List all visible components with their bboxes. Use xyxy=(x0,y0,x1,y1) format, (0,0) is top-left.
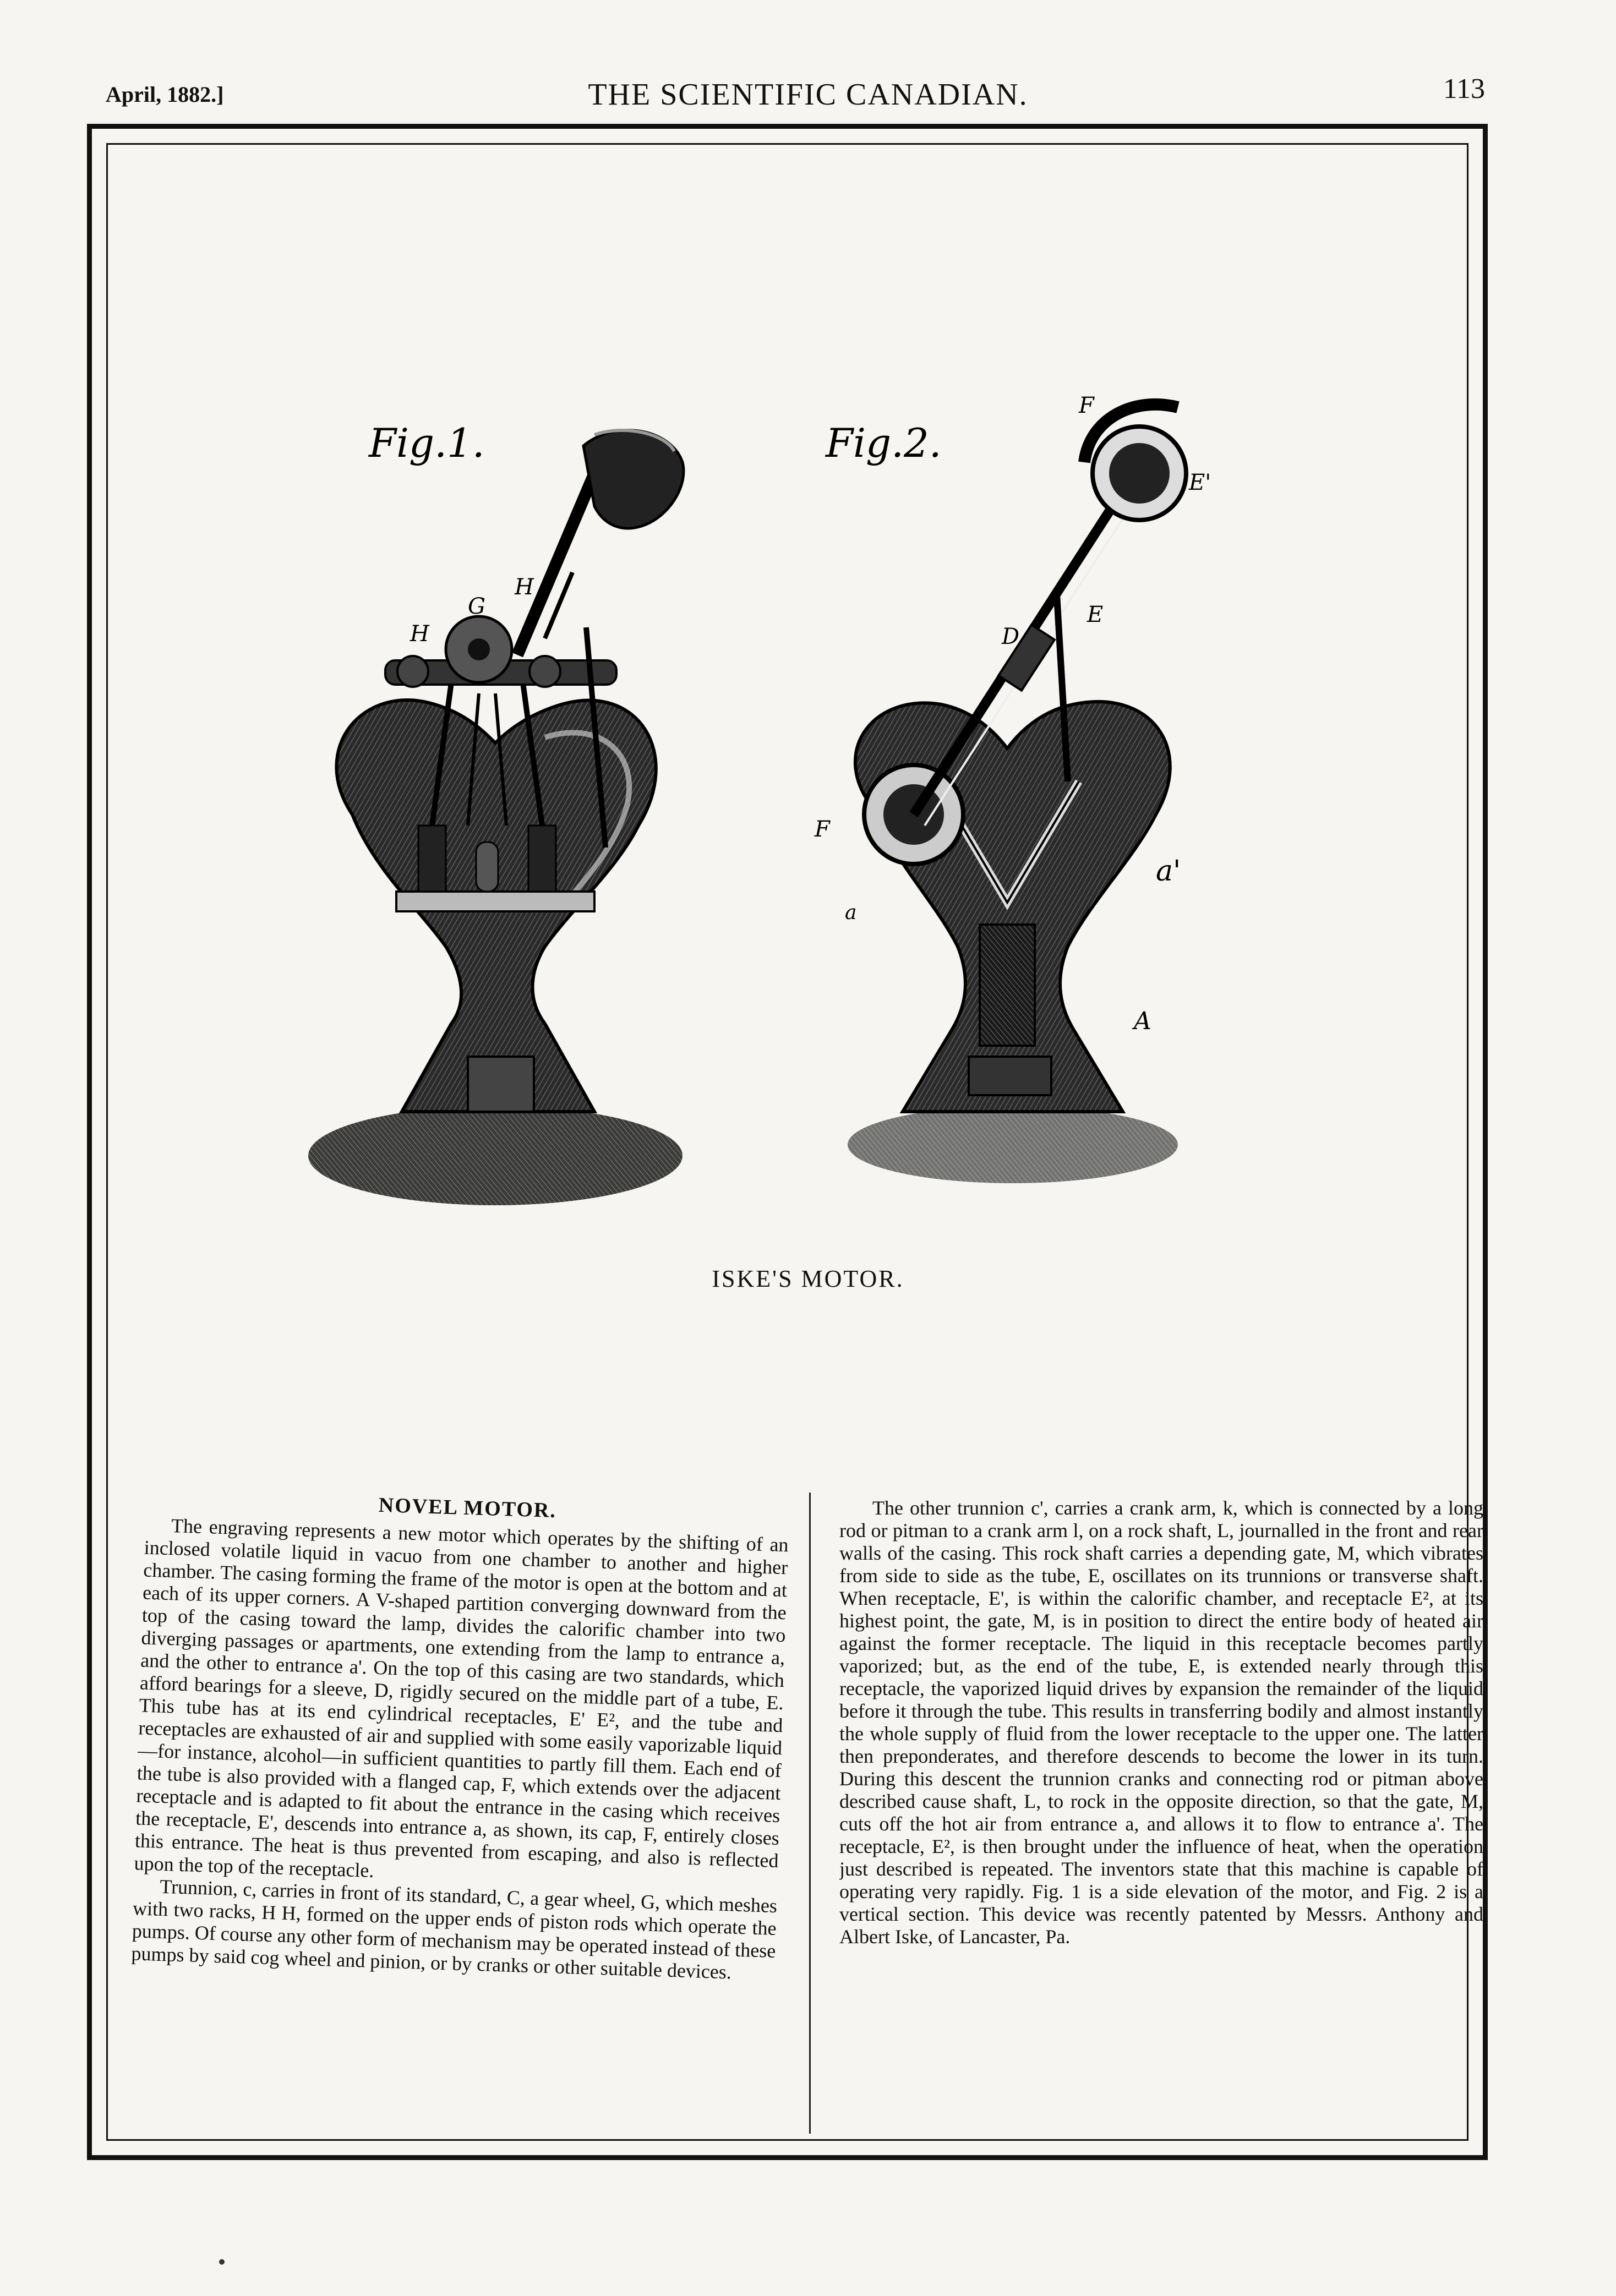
fig2-label-d: D xyxy=(1002,624,1020,649)
article-paragraph-3: The other trunnion c', carries a crank arm, k, which is connected by a long rod or pitman to a crank arm l, on a rock shaft, L, journalled in the front and rear walls of the casing. This rock shaft carries a depending gate, M, which vibrates from side to side as the tube, E, oscillates on its trunnions or transverse shaft. When receptacle, E', is within the calorific chamber, and receptacle E², at its highest point, the gate, M, is in position to direct the entire body of heated air against the former receptacle. The liquid in this receptacle becomes partly vaporized; but, as the end of the tube, E, is extended nearly through this receptacle, the vaporized liquid drives by expansion the remainder of the liquid before it through the tube. This results in transferring bodily and almost instantly the whole supply of fluid from the lower receptacle to the upper one. The latter then preponderates, and therefore descends to become the lower in its turn. During this descent the trunnion cranks and connecting rod or pitman above described cause shaft, L, to rock in the opposite direction, so that the gate, M, cuts off the hot air from entrance a, and allows it to flow to entrance a'. The receptacle, E², is then brought under the influence of heat, when the operation just described is repeated. The inventors state that this machine is capable of operating very rapidly. Fig. 1 is a side elevation of the motor, and Fig. 2 is a vertical section. This device was recently patented by Messrs. Anthony and Albert Iske, of Lancaster, Pa. xyxy=(839,1497,1483,1948)
figure-caption: ISKE'S MOTOR. xyxy=(712,1265,904,1292)
article-column-left xyxy=(127,1487,790,2129)
fig2-label-e: E xyxy=(1087,602,1104,627)
fig2-label: Fig.2. xyxy=(826,420,942,466)
article-title: NOVEL MOTOR. xyxy=(378,1493,557,1523)
article-paragraph-1: The engraving represents a new motor which operates by the shifting of an inclosed volatile liquid in vacuo from one chamber to another and higher chamber. The casing forming the frame of the motor is open at the bottom and at each of its upper corners. A V-shaped partition converging downward from the top of the casing toward the lamp, divides the calorific chamber into two diverging passages or apartments, one extending from the lamp to entrance a, and the other to entrance a'. On the top of this casing are two standards, which afford bearings for a sleeve, D, rigidly secured on the middle part of a tube, E. This tube has at its end cylindrical receptacles, E' E², and the tube and receptacles are exhausted of air and supplied with some easily vaporizable liquid—for instance, alcohol—in sufficient quantities to partly fill them. Each end of the tube is also provided with a flanged cap, F, which extends over the adjacent receptacle and is adapted to fit about the entrance in the casing which receives the receptacle, E', descends into entrance a, as shown, its cap, F, entirely closes this entrance. The heat is thus prevented from escaping, and also is reflected upon the top of the receptacle. xyxy=(134,1515,789,1882)
fig1-label-h-right: H xyxy=(515,575,534,600)
ink-speck xyxy=(219,2259,225,2265)
motor-engraving xyxy=(286,396,1310,1255)
article-paragraph-2: Trunnion, c, carries in front of its standard, C, a gear wheel, G, which meshes with two racks, H H, formed on the upper ends of piston rods which operate the pumps. Of course any other form of mechanism may be operated instead of these pumps by said cog wheel and pinion, or by cranks or other suitable devices. xyxy=(131,1875,778,1983)
fig1-label-g: G xyxy=(468,594,485,619)
issue-date: April, 1882.] xyxy=(106,82,224,107)
fig1-drawing xyxy=(308,420,684,1205)
publication-title: THE SCIENTIFIC CANADIAN. xyxy=(588,78,1028,112)
fig2-label-f-left: F xyxy=(815,817,830,842)
fig1-label: Fig.1. xyxy=(369,420,485,466)
engraving-svg xyxy=(286,396,1310,1255)
fig2-label-f-top: F xyxy=(1079,396,1094,418)
fig2-label-e-prime: E' xyxy=(1189,470,1211,495)
page-number: 113 xyxy=(1443,73,1485,105)
fig2-label-a-prime: a' xyxy=(1156,855,1181,888)
fig2-label-a-cap: A xyxy=(1134,1007,1151,1035)
fig2-drawing xyxy=(814,396,1211,1183)
running-head xyxy=(0,65,1616,114)
article-column-right xyxy=(839,1497,1483,2119)
fig1-label-h-left: H xyxy=(410,621,429,647)
column-divider xyxy=(809,1493,811,2134)
fig2-label-a: a xyxy=(845,901,857,924)
